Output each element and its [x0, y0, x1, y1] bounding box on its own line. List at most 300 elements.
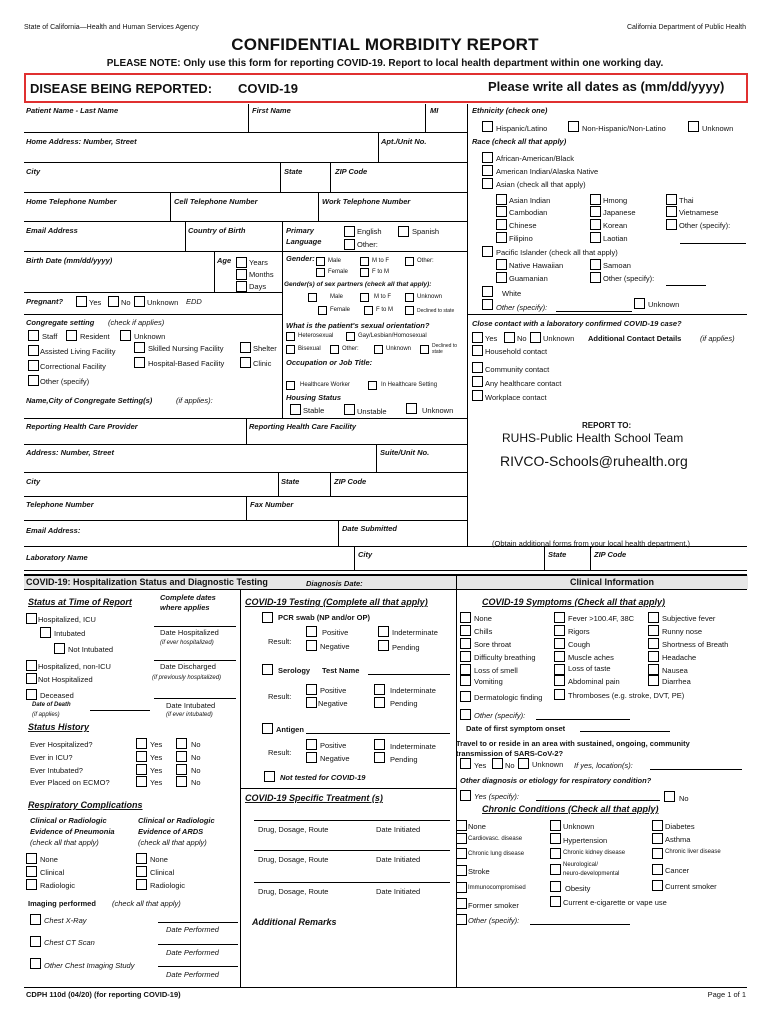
serology-positive-checkbox[interactable]	[306, 684, 317, 695]
not-hospitalized-label: Not Hospitalized	[38, 675, 93, 684]
stroke-label: Stroke	[468, 867, 490, 876]
pacific-label: Pacific Islander (check all that apply)	[496, 248, 618, 257]
page-number: Page 1 of 1	[707, 990, 746, 999]
antigen-pending-label: Pending	[390, 755, 418, 764]
guamanian-checkbox[interactable]	[496, 272, 507, 283]
obtain-forms-note: (Obtain additional forms from your local health department.)	[492, 539, 691, 548]
if-ever-hospitalized: (if ever hospitalized)	[160, 640, 214, 646]
not-tested-label: Not tested for COVID-19	[280, 773, 366, 782]
hawaiian-checkbox[interactable]	[496, 259, 507, 270]
clinic-label: Clinic	[253, 359, 272, 368]
sob-checkbox[interactable]	[648, 638, 659, 649]
provider-state-label: State	[281, 477, 300, 486]
pacific-checkbox[interactable]	[482, 246, 493, 257]
contact-details-label: Additional Contact Details	[588, 334, 682, 343]
housing-unknown-checkbox[interactable]	[406, 403, 417, 414]
bisexual-label: Bisexual	[298, 346, 321, 352]
treatment-title: COVID-19 Specific Treatment (s)	[245, 793, 383, 803]
gender-male-checkbox[interactable]	[316, 257, 325, 266]
sore-throat-checkbox[interactable]	[460, 638, 471, 649]
race-other-checkbox[interactable]	[482, 299, 493, 310]
contact-no-checkbox[interactable]	[504, 332, 515, 343]
gender-label: Gender:	[286, 254, 315, 263]
gender-female-checkbox[interactable]	[316, 268, 325, 277]
not-intubated-checkbox[interactable]	[54, 643, 65, 654]
first-name-label: First Name	[252, 106, 291, 115]
difficulty-breathing-label: Difficulty breathing	[474, 653, 536, 662]
immuno-checkbox[interactable]	[456, 882, 467, 893]
ethnicity-unknown-checkbox[interactable]	[688, 121, 699, 132]
respiratory-title: Respiratory Complications	[28, 800, 143, 810]
filipino-checkbox[interactable]	[496, 232, 507, 243]
chinese-checkbox[interactable]	[496, 219, 507, 230]
cambodian-checkbox[interactable]	[496, 206, 507, 217]
black-checkbox[interactable]	[482, 152, 493, 163]
additional-remarks-label: Additional Remarks	[252, 917, 337, 927]
race-unknown-checkbox[interactable]	[634, 298, 645, 309]
serology-indeterminate-label: Indeterminate	[390, 686, 436, 695]
serology-negative-checkbox[interactable]	[306, 697, 317, 708]
contact-no-label: No	[517, 334, 527, 343]
ever-icu-no-checkbox[interactable]	[176, 751, 187, 762]
diarrhea-checkbox[interactable]	[648, 675, 659, 686]
ecig-label: Current e-cigarette or vape use	[563, 898, 667, 907]
nausea-checkbox[interactable]	[648, 664, 659, 675]
housing-status-label: Housing Status	[286, 393, 342, 402]
chronic-none-checkbox[interactable]	[456, 820, 467, 831]
shelter-label: Shelter	[253, 344, 277, 353]
rigors-checkbox[interactable]	[554, 625, 565, 636]
test-name-label: Test Name	[322, 666, 360, 675]
pcr-indeterminate-label: Indeterminate	[392, 628, 438, 637]
antigen-positive-checkbox[interactable]	[306, 739, 317, 750]
orientation-other-checkbox[interactable]	[330, 345, 339, 354]
lab-zip-label: ZIP Code	[594, 550, 627, 559]
contact-unknown-label: Unknown	[543, 334, 575, 343]
neuro-line1: Neurological/	[563, 862, 599, 868]
diarrhea-label: Diarrhea	[662, 677, 691, 686]
date-submitted-label: Date Submitted	[342, 524, 398, 533]
guamanian-label: Guamanian	[509, 274, 548, 283]
gender-mtof-label: M to F	[372, 258, 390, 264]
muscle-aches-label: Muscle aches	[568, 653, 614, 662]
chills-checkbox[interactable]	[460, 625, 471, 636]
headache-checkbox[interactable]	[648, 651, 659, 662]
pcr-checkbox[interactable]	[262, 612, 273, 623]
zip-label: ZIP Code	[335, 167, 368, 176]
english-checkbox[interactable]	[344, 226, 355, 237]
hawaiian-label: Native Hawaiian	[509, 261, 564, 270]
antigen-indeterminate-checkbox[interactable]	[374, 739, 385, 750]
cardio-checkbox[interactable]	[456, 833, 467, 844]
shelter-checkbox[interactable]	[240, 342, 251, 353]
travel-unknown-checkbox[interactable]	[518, 758, 529, 769]
bisexual-checkbox[interactable]	[286, 345, 295, 354]
ards-none-label: None	[150, 855, 168, 864]
community-checkbox[interactable]	[472, 362, 483, 373]
cough-checkbox[interactable]	[554, 638, 565, 649]
other-dx-yes-checkbox[interactable]	[460, 790, 471, 801]
asian-other-checkbox[interactable]	[666, 219, 677, 230]
skilled-nursing-checkbox[interactable]	[134, 342, 145, 353]
white-checkbox[interactable]	[482, 286, 493, 297]
orientation-unknown-checkbox[interactable]	[374, 345, 383, 354]
orientation-unknown-label: Unknown	[386, 346, 412, 352]
ecig-checkbox[interactable]	[550, 896, 561, 907]
partners-label: Gender(s) of sex partners (check all that apply):	[284, 281, 432, 288]
chest-xray-checkbox[interactable]	[30, 914, 41, 925]
former-smoker-label: Former smoker	[468, 901, 519, 910]
days-checkbox[interactable]	[236, 281, 247, 292]
chest-ct-label: Chest CT Scan	[44, 938, 95, 947]
english-label: English	[357, 227, 382, 236]
loss-taste-checkbox[interactable]	[554, 664, 565, 675]
housing-unstable-checkbox[interactable]	[344, 404, 355, 415]
spanish-label: Spanish	[412, 227, 440, 236]
ever-hosp-yes-checkbox[interactable]	[136, 738, 147, 749]
pneumonia-clinical-checkbox[interactable]	[26, 866, 37, 877]
gay-label: Gay/Lesbian/Homosexual	[358, 333, 427, 339]
chest-ct-checkbox[interactable]	[30, 936, 41, 947]
korean-checkbox[interactable]	[590, 219, 601, 230]
staff-label: Staff	[42, 332, 58, 341]
treatment-drug-3: Drug, Dosage, Route	[258, 887, 329, 896]
japanese-checkbox[interactable]	[590, 206, 601, 217]
asthma-checkbox[interactable]	[652, 833, 663, 844]
serology-negative-label: Negative	[318, 699, 348, 708]
serology-pending-label: Pending	[390, 699, 418, 708]
ever-icu-yes-checkbox[interactable]	[136, 751, 147, 762]
travel-no-checkbox[interactable]	[492, 758, 503, 769]
antigen-checkbox[interactable]	[262, 723, 273, 734]
congregate-other-checkbox[interactable]	[28, 375, 39, 386]
imaging-check-all: (check all that apply)	[112, 899, 181, 908]
chronic-unknown-checkbox[interactable]	[550, 820, 561, 831]
gender-other-label: Other:	[417, 258, 434, 264]
ever-hosp-yes-label: Yes	[150, 740, 163, 749]
pcr-positive-checkbox[interactable]	[306, 626, 317, 637]
years-checkbox[interactable]	[236, 257, 247, 268]
white-label: White	[502, 289, 522, 298]
chest-xray-label: Chest X-Ray	[44, 916, 87, 925]
antigen-pending-checkbox[interactable]	[374, 752, 385, 763]
housing-unknown-label: Unknown	[422, 406, 454, 415]
thai-checkbox[interactable]	[666, 194, 677, 205]
disease-value: COVID-19	[238, 81, 298, 96]
pregnant-yes-checkbox[interactable]	[76, 296, 87, 307]
mi-label: MI	[430, 106, 439, 115]
loss-smell-checkbox[interactable]	[460, 664, 471, 675]
partner-male-checkbox[interactable]	[308, 293, 317, 302]
gender-mtof-checkbox[interactable]	[360, 257, 369, 266]
chronic-title: Chronic Conditions (Check all that apply)	[482, 804, 659, 814]
spanish-checkbox[interactable]	[398, 226, 409, 237]
not-tested-checkbox[interactable]	[264, 771, 275, 782]
contact-yes-checkbox[interactable]	[472, 332, 483, 343]
native-checkbox[interactable]	[482, 165, 493, 176]
antigen-negative-checkbox[interactable]	[306, 752, 317, 763]
form-note: PLEASE NOTE: Only use this form for reporting COVID-19. Report to local health department within one working day.	[106, 58, 664, 69]
pregnant-unknown-label: Unknown	[147, 298, 179, 307]
ever-ecmo-yes-checkbox[interactable]	[136, 776, 147, 787]
partner-mtof-checkbox[interactable]	[360, 293, 369, 302]
cancer-checkbox[interactable]	[652, 864, 663, 875]
correctional-checkbox[interactable]	[28, 360, 39, 371]
pacific-other-checkbox[interactable]	[590, 272, 601, 283]
partner-unknown-checkbox[interactable]	[405, 293, 414, 302]
ards-line2: Evidence of ARDS	[138, 827, 204, 836]
hispanic-checkbox[interactable]	[482, 121, 493, 132]
cardio-label: Cardiovasc. disease	[468, 836, 523, 842]
report-to-email: RIVCO-Schools@ruhealth.org	[500, 453, 688, 469]
current-smoker-label: Current smoker	[665, 882, 717, 891]
hmong-label: Hmong	[603, 196, 628, 205]
liver-label: Chronic liver disease	[665, 849, 721, 855]
asian-indian-checkbox[interactable]	[496, 194, 507, 205]
symptom-other-checkbox[interactable]	[460, 709, 471, 720]
muscle-aches-checkbox[interactable]	[554, 651, 565, 662]
pcr-positive-label: Positive	[322, 628, 349, 637]
vietnamese-checkbox[interactable]	[666, 206, 677, 217]
symptom-other-label: Other (specify):	[474, 711, 526, 720]
dermatologic-checkbox[interactable]	[460, 691, 471, 702]
gay-checkbox[interactable]	[346, 332, 355, 341]
partner-female-checkbox[interactable]	[318, 306, 327, 315]
chronic-lung-label: Chronic lung disease	[468, 851, 525, 857]
deceased-checkbox[interactable]	[26, 689, 37, 700]
other-date-performed: Date Performed	[166, 970, 219, 979]
serology-result-label: Result:	[268, 692, 292, 701]
pcr-label: PCR swab (NP and/or OP)	[278, 613, 370, 622]
healthcare-contact-checkbox[interactable]	[472, 376, 483, 387]
household-checkbox[interactable]	[472, 345, 483, 356]
fever-checkbox[interactable]	[554, 612, 565, 623]
congregate-unknown-label: Unknown	[134, 332, 166, 341]
vomiting-checkbox[interactable]	[460, 675, 471, 686]
assisted-living-checkbox[interactable]	[28, 345, 39, 356]
pregnant-unknown-checkbox[interactable]	[134, 296, 145, 307]
laotian-checkbox[interactable]	[590, 232, 601, 243]
chronic-none-label: None	[468, 822, 486, 831]
pneumonia-check-all: (check all that apply)	[30, 838, 99, 847]
other-imaging-label: Other Chest Imaging Study	[44, 961, 135, 970]
not-intubated-label: Not Intubated	[68, 645, 114, 654]
ever-ecmo-label: Ever Placed on ECMO?	[30, 778, 110, 787]
lab-name-label: Laboratory Name	[26, 553, 88, 562]
thromboses-label: Thromboses (e.g. stroke, DVT, PE)	[568, 691, 685, 700]
pneumonia-radiologic-checkbox[interactable]	[26, 879, 37, 890]
travel-unknown-label: Unknown	[532, 760, 564, 769]
ethnicity-unknown-label: Unknown	[702, 124, 734, 133]
other-dx-yes-label: Yes (specify):	[474, 792, 520, 801]
symptoms-title: COVID-19 Symptoms (Check all that apply)	[482, 597, 666, 607]
partner-ftom-label: F to M	[376, 307, 394, 313]
obesity-label: Obesity	[565, 884, 591, 893]
ards-clinical-checkbox[interactable]	[136, 866, 147, 877]
ever-ecmo-no-checkbox[interactable]	[176, 776, 187, 787]
serology-indeterminate-checkbox[interactable]	[374, 684, 385, 695]
pcr-indeterminate-checkbox[interactable]	[378, 626, 389, 637]
travel-yes-checkbox[interactable]	[460, 758, 471, 769]
apt-label: Apt./Unit No.	[381, 137, 427, 146]
pcr-pending-checkbox[interactable]	[378, 640, 389, 651]
ards-radiologic-checkbox[interactable]	[136, 879, 147, 890]
non-hispanic-checkbox[interactable]	[568, 121, 579, 132]
serology-checkbox[interactable]	[262, 664, 273, 675]
contact-unknown-checkbox[interactable]	[530, 332, 541, 343]
ards-none-checkbox[interactable]	[136, 853, 147, 864]
if-ever-intubated: (if ever intubated)	[166, 712, 213, 718]
cell-phone-label: Cell Telephone Number	[174, 197, 258, 206]
ards-clinical-label: Clinical	[150, 868, 175, 877]
heterosexual-checkbox[interactable]	[286, 332, 295, 341]
native-label: American Indian/Alaska Native	[496, 167, 599, 176]
asian-other-label: Other (specify):	[679, 221, 731, 230]
obesity-checkbox[interactable]	[550, 881, 561, 892]
complete-dates-label: Complete dates	[160, 593, 216, 602]
provider-zip-label: ZIP Code	[334, 477, 367, 486]
not-hospitalized-checkbox[interactable]	[26, 673, 37, 684]
other-dx-no-checkbox[interactable]	[664, 791, 675, 802]
orientation-declined-checkbox[interactable]	[420, 345, 429, 354]
intubated-checkbox[interactable]	[40, 627, 51, 638]
state-label: State	[284, 167, 303, 176]
travel-if-yes-label: If yes, location(s):	[574, 761, 633, 770]
gender-female-label: Female	[328, 269, 349, 275]
diabetes-checkbox[interactable]	[652, 820, 663, 831]
housing-stable-label: Stable	[303, 406, 325, 415]
pcr-negative-checkbox[interactable]	[306, 640, 317, 651]
orientation-other-label: Other:	[342, 346, 359, 352]
other-imaging-checkbox[interactable]	[30, 958, 41, 969]
stroke-checkbox[interactable]	[456, 865, 467, 876]
reporting-provider-label: Reporting Health Care Provider	[26, 422, 138, 431]
chronic-lung-checkbox[interactable]	[456, 848, 467, 859]
neuro-checkbox[interactable]	[550, 864, 561, 875]
rigors-label: Rigors	[568, 627, 590, 636]
loss-taste-label: Loss of taste	[568, 664, 611, 673]
chronic-other-label: Other (specify):	[468, 916, 520, 925]
ever-intubated-no-checkbox[interactable]	[176, 764, 187, 775]
hospital-based-checkbox[interactable]	[134, 357, 145, 368]
ever-hosp-no-checkbox[interactable]	[176, 738, 187, 749]
partner-ftom-checkbox[interactable]	[364, 306, 373, 315]
current-smoker-checkbox[interactable]	[652, 880, 663, 891]
congregate-unknown-checkbox[interactable]	[120, 330, 131, 341]
partner-declined-checkbox[interactable]	[405, 306, 414, 315]
staff-checkbox[interactable]	[28, 330, 39, 341]
ever-intubated-yes-checkbox[interactable]	[136, 764, 147, 775]
race-other-label: Other (specify):	[496, 303, 548, 312]
hypertension-checkbox[interactable]	[550, 833, 561, 844]
work-phone-label: Work Telephone Number	[322, 197, 411, 206]
clinic-checkbox[interactable]	[240, 357, 251, 368]
antigen-label: Antigen	[276, 725, 304, 734]
pcr-pending-label: Pending	[392, 643, 420, 652]
ever-intubated-no-label: No	[191, 766, 201, 775]
other-language-checkbox[interactable]	[344, 239, 355, 250]
ever-icu-yes-label: Yes	[150, 753, 163, 762]
subjective-fever-checkbox[interactable]	[648, 612, 659, 623]
household-label: Household contact	[485, 347, 548, 356]
abdominal-pain-checkbox[interactable]	[554, 675, 565, 686]
provider-email-label: Email Address:	[26, 526, 81, 535]
asian-checkbox[interactable]	[482, 178, 493, 189]
date-intubated-label: Date Intubated	[166, 701, 216, 710]
pregnant-no-label: No	[121, 298, 131, 307]
ever-hosp-no-label: No	[191, 740, 201, 749]
ever-ecmo-yes-label: Yes	[150, 778, 163, 787]
non-icu-checkbox[interactable]	[26, 660, 37, 671]
ards-check-all: (check all that apply)	[138, 838, 207, 847]
in-healthcare-setting-checkbox[interactable]	[368, 381, 377, 390]
pneumonia-clinical-label: Clinical	[40, 868, 65, 877]
pneumonia-none-checkbox[interactable]	[26, 853, 37, 864]
gender-other-checkbox[interactable]	[405, 257, 414, 266]
neuro-line2: neuro-developmental	[563, 871, 620, 877]
provider-suite-label: Suite/Unit No.	[380, 448, 430, 457]
chronic-other-checkbox[interactable]	[456, 914, 467, 925]
skilled-nursing-label: Skilled Nursing Facility	[148, 344, 224, 353]
provider-fax-label: Fax Number	[250, 500, 294, 509]
travel-no-label: No	[505, 761, 515, 770]
kidney-checkbox[interactable]	[550, 848, 561, 859]
death-if-applies: (if applies)	[32, 712, 60, 718]
hmong-checkbox[interactable]	[590, 194, 601, 205]
healthcare-worker-checkbox[interactable]	[286, 381, 295, 390]
partner-female-label: Female	[330, 307, 351, 313]
serology-positive-label: Positive	[320, 686, 347, 695]
non-icu-label: Hospitalized, non-ICU	[38, 662, 111, 671]
asian-indian-label: Asian Indian	[509, 196, 551, 205]
antigen-indeterminate-label: Indeterminate	[390, 742, 436, 751]
hypertension-label: Hypertension	[563, 836, 608, 845]
imaging-label: Imaging performed	[28, 899, 96, 908]
clinical-section-title: Clinical Information	[570, 577, 655, 587]
days-label: Days	[249, 282, 267, 291]
housing-stable-checkbox[interactable]	[290, 404, 301, 415]
thromboses-checkbox[interactable]	[554, 689, 565, 700]
serology-label: Serology	[278, 666, 311, 675]
gender-ftom-checkbox[interactable]	[360, 268, 369, 277]
samoan-checkbox[interactable]	[590, 259, 601, 270]
provider-phone-label: Telephone Number	[26, 500, 94, 509]
filipino-label: Filipino	[509, 234, 533, 243]
other-language-label: Other:	[357, 240, 378, 249]
cough-label: Cough	[568, 640, 591, 649]
symptom-none-checkbox[interactable]	[460, 612, 471, 623]
korean-label: Korean	[603, 221, 628, 230]
serology-pending-checkbox[interactable]	[374, 697, 385, 708]
liver-checkbox[interactable]	[652, 848, 663, 859]
disease-label: DISEASE BEING REPORTED:	[30, 81, 213, 96]
former-smoker-checkbox[interactable]	[456, 898, 467, 909]
months-checkbox[interactable]	[236, 269, 247, 280]
language-label: Language	[286, 237, 322, 246]
workplace-checkbox[interactable]	[472, 390, 483, 401]
immuno-label: Immunocompromised	[468, 885, 526, 891]
treatment-date-2: Date Initiated	[376, 855, 421, 864]
icu-checkbox[interactable]	[26, 613, 37, 624]
pregnant-no-checkbox[interactable]	[108, 296, 119, 307]
where-applies-label: where applies	[160, 603, 210, 612]
resident-checkbox[interactable]	[66, 330, 77, 341]
primary-label: Primary	[286, 226, 314, 235]
runny-nose-checkbox[interactable]	[648, 625, 659, 636]
gender-male-label: Male	[328, 258, 342, 264]
vomiting-label: Vomiting	[474, 677, 503, 686]
difficulty-breathing-checkbox[interactable]	[460, 651, 471, 662]
